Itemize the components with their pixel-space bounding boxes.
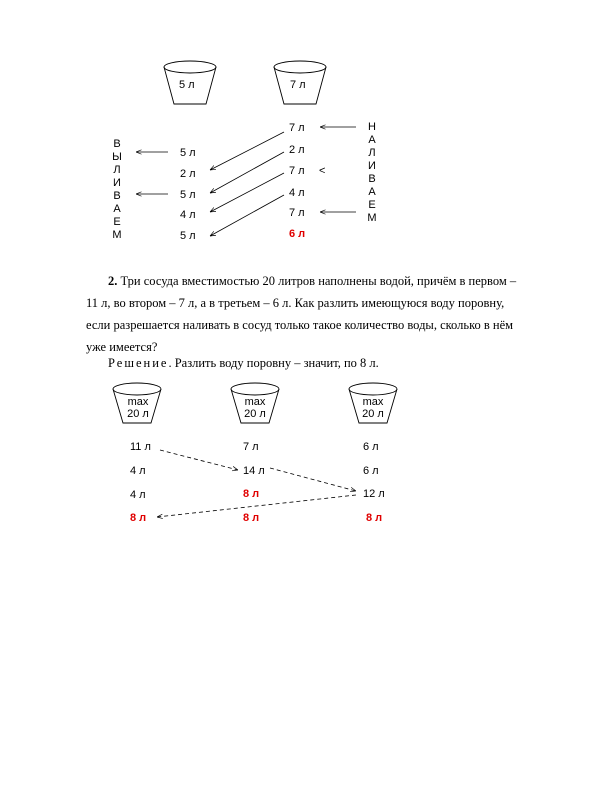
d1-col2-value: 7 л — [289, 207, 305, 219]
diagram2-arrows — [157, 450, 356, 517]
left-word-letter: М — [112, 229, 122, 241]
left-word-letter: Л — [113, 164, 121, 176]
right-word-letter: Л — [368, 147, 376, 159]
d2-col2-value: 7 л — [243, 441, 259, 453]
d1-col2-value: 2 л — [289, 144, 305, 156]
d2-col3-result: 8 л — [366, 512, 383, 524]
d1-col2-result: 6 л — [289, 228, 306, 240]
vessel-7l-label: 7 л — [290, 79, 306, 91]
d2-col3-value: 12 л — [363, 488, 385, 500]
left-word-letter: В — [113, 138, 121, 150]
solution-label: Решение — [108, 356, 169, 370]
problem-line-3: если разрешается наливать в сосуд только такое количество воды, сколько в нём — [86, 318, 514, 332]
problem-line-2: 11 л, во втором – 7 л, а в третьем – 6 л. Как разлить имеющуюся воду поровну, — [86, 296, 505, 310]
d2-col1-result: 8 л — [130, 512, 147, 524]
d2-col1-value: 11 л — [130, 441, 151, 453]
d1-col1-value: 4 л — [180, 209, 196, 221]
d1-col2-value: 4 л — [289, 187, 305, 199]
left-word-letter: Ы — [112, 151, 122, 163]
vessel-a-label: max 20 л — [127, 396, 149, 420]
d1-col1-value: 5 л — [180, 230, 196, 242]
left-word-letter: А — [113, 203, 121, 215]
d1-col1-value: 5 л — [180, 147, 196, 159]
solution-text: . Разлить воду поровну – значит, по 8 л. — [168, 356, 379, 370]
d2-col1-value: 4 л — [130, 465, 146, 477]
left-word-letter: Е — [113, 216, 121, 228]
d1-col1-value: 2 л — [180, 168, 196, 180]
d1-col1-value: 5 л — [180, 189, 196, 201]
d2-col3-value: 6 л — [363, 465, 379, 477]
right-word-letter: А — [368, 134, 376, 146]
problem-number: 2. — [108, 274, 118, 288]
vessel-c-label: max 20 л — [362, 396, 384, 420]
right-vertical-word — [366, 121, 378, 225]
d2-col2-result: 8 л — [243, 488, 260, 500]
d1-col2-value: 7 л — [289, 165, 305, 177]
d2-col3-value: 6 л — [363, 441, 379, 453]
vessel-5l-label: 5 л — [179, 79, 195, 91]
left-vertical-word — [111, 138, 123, 242]
problem-text — [86, 270, 572, 358]
right-word-letter: И — [368, 160, 376, 172]
d1-col2-value: 7 л — [289, 122, 305, 134]
d2-col2-result: 8 л — [243, 512, 260, 524]
d2-col2-value: 14 л — [243, 465, 265, 477]
left-word-letter: В — [113, 190, 121, 202]
d2-col1-value: 4 л — [130, 489, 146, 501]
problem-line-4: уже имеется? — [86, 340, 158, 354]
vessel-b-label: max 20 л — [244, 396, 266, 420]
left-word-letter: И — [113, 177, 121, 189]
problem-line-1: 2. Три сосуда вместимостью 20 литров наполнены водой, причём в первом – — [108, 274, 517, 288]
d1-less-than-mark: < — [319, 165, 326, 177]
diagram1-arrows — [136, 127, 356, 236]
solution-line — [108, 352, 379, 374]
right-word-letter: А — [368, 186, 376, 198]
right-word-letter: Н — [368, 121, 376, 133]
right-word-letter: М — [367, 212, 377, 224]
right-word-letter: Е — [368, 199, 376, 211]
right-word-letter: В — [368, 173, 376, 185]
